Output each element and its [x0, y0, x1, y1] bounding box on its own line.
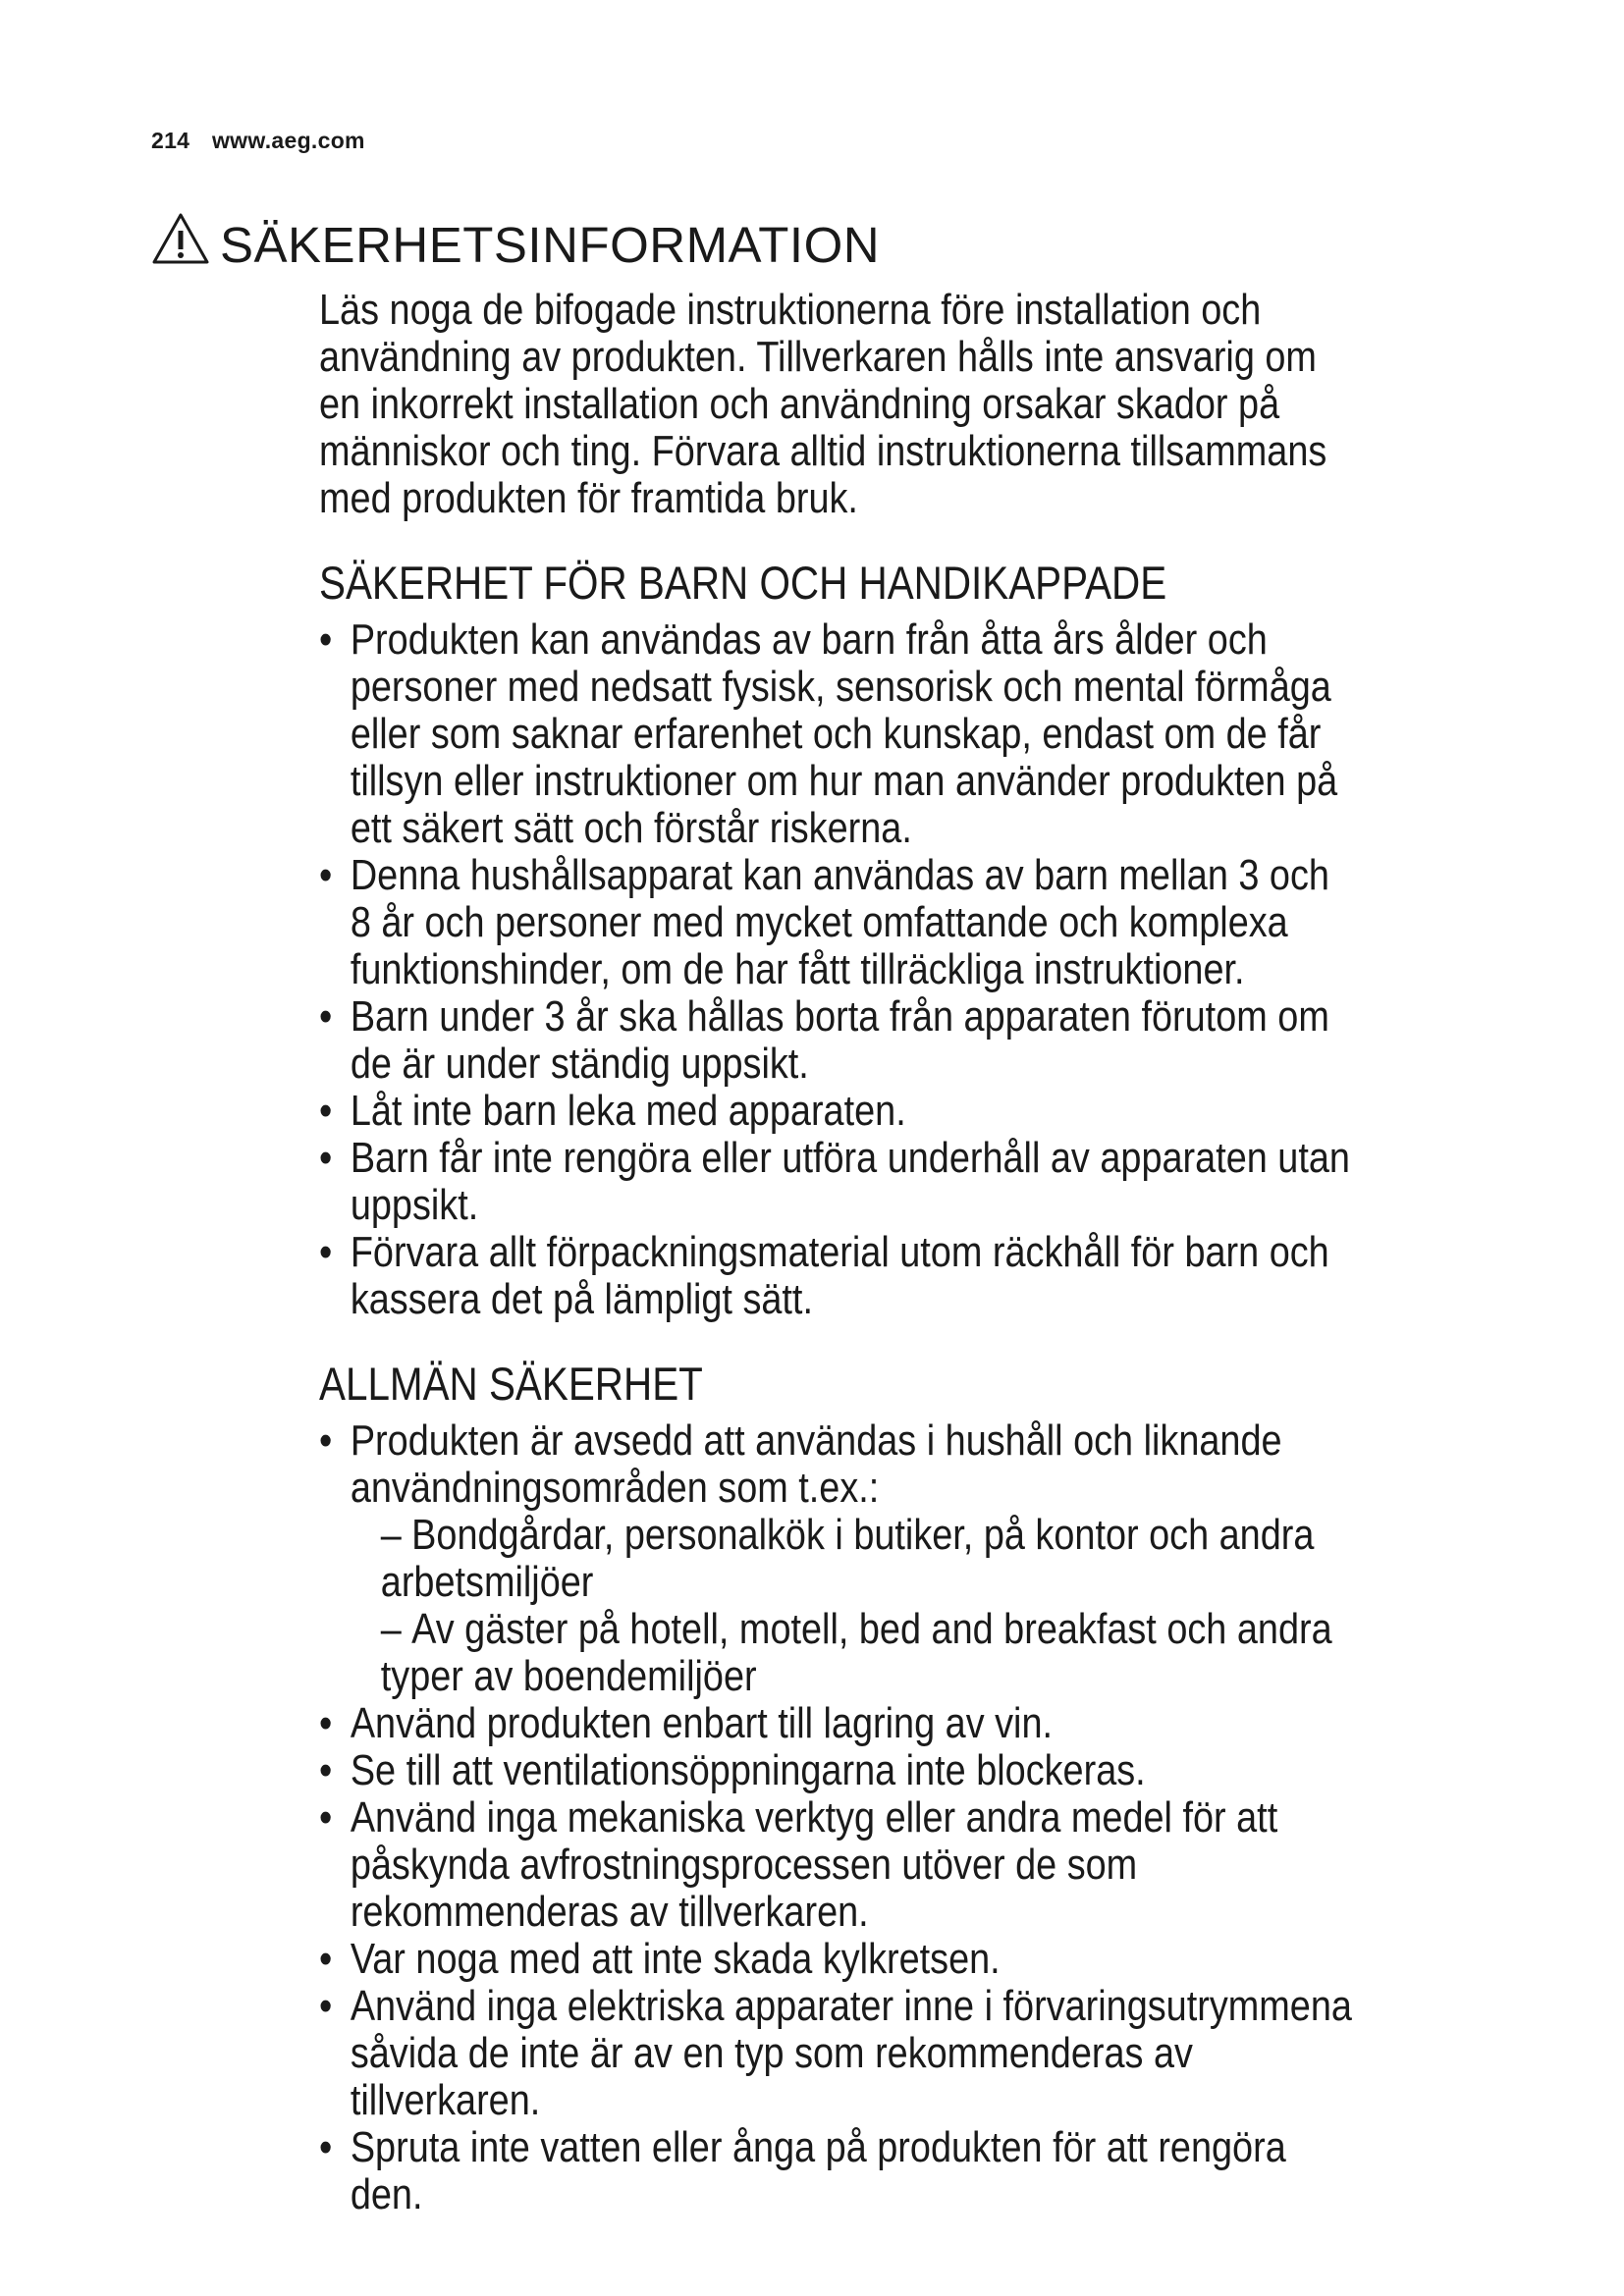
warning-triangle-icon: [151, 211, 220, 278]
list-item-text: Produkten kan användas av barn från åtta års ålder och personer med nedsatt fysisk, sensorisk och mental förmåga eller som saknar erfarenhet och kunskap, endast om de får tillsyn eller instruktioner om hur man använder produkten på ett säkert sätt och förstår riskerna.: [350, 615, 1338, 852]
website-link[interactable]: www.aeg.com: [211, 128, 365, 153]
sub-list-item-text: Av gäster på hotell, motell, bed and breakfast och andra typer av boendemiljöer: [380, 1605, 1332, 1700]
list-item: [319, 1983, 1358, 2124]
section-heading-general: ALLMÄN SÄKERHET: [319, 1358, 703, 1410]
dash-mark: –: [380, 1605, 402, 1653]
page-number: 214: [151, 128, 190, 153]
sub-list-item: [381, 1512, 1358, 1606]
bullet-list-general: [319, 1417, 1358, 2218]
bullet-dot: •: [319, 992, 333, 1041]
sub-list: [351, 1512, 1358, 1700]
list-item: [319, 852, 1358, 993]
list-item: [319, 2124, 1358, 2218]
sub-list-item: [381, 1606, 1358, 1700]
bullet-dot: •: [319, 1935, 333, 1983]
bullet-dot: •: [319, 1699, 333, 1747]
list-item: [319, 1700, 1358, 1747]
list-item: [319, 1088, 1358, 1135]
bullet-dot: •: [319, 1087, 333, 1135]
list-item-text: Denna hushållsapparat kan användas av barn mellan 3 och 8 år och personer med mycket omfattande och komplexa funktionshinder, om de har fått tillräckliga instruktioner.: [350, 851, 1329, 993]
bullet-dot: •: [319, 1982, 333, 2030]
page-header: [151, 128, 365, 154]
list-item-text: Använd inga elektriska apparater inne i förvaringsutrymmena såvida de inte är av en typ som rekommenderas av tillverkaren.: [350, 1982, 1352, 2124]
list-item-text: Låt inte barn leka med apparaten.: [350, 1087, 906, 1135]
section-heading-children: SÄKERHET FÖR BARN OCH HANDIKAPPADE: [319, 557, 1167, 609]
dash-mark: –: [380, 1511, 402, 1559]
bullet-dot: •: [319, 1746, 333, 1794]
list-item: [319, 1135, 1358, 1229]
list-item-text: Använd produkten enbart till lagring av vin.: [350, 1699, 1054, 1747]
page-title: [151, 210, 880, 279]
intro-paragraph: Läs noga de bifogade instruktionerna före installation och användning av produkten. Tillverkaren hålls inte ansvarig om en inkorrekt installation och användning orsakar skador på människor och ting. Förvara alltid instruktionerna tillsammans med produkten för framtida bruk.: [319, 286, 1327, 522]
list-item-text: Förvara allt förpackningsmaterial utom räckhåll för barn och kassera det på lämpligt sätt.: [350, 1228, 1329, 1323]
list-item-text: Se till att ventilationsöppningarna inte blockeras.: [350, 1746, 1146, 1794]
bullet-dot: •: [319, 851, 333, 899]
list-item: [319, 1417, 1358, 1700]
bullet-dot: •: [319, 1228, 333, 1276]
bullet-dot: •: [319, 1134, 333, 1182]
list-item: [319, 993, 1358, 1088]
list-item-text: Barn får inte rengöra eller utföra underhåll av apparaten utan uppsikt.: [350, 1134, 1350, 1229]
bullet-dot: •: [319, 2123, 333, 2171]
list-item: [319, 1936, 1358, 1983]
list-item: [319, 1747, 1358, 1794]
content: [319, 287, 1358, 2218]
page-title-text: SÄKERHETSINFORMATION: [220, 216, 881, 273]
list-item: [319, 1794, 1358, 1936]
list-item: [319, 616, 1358, 852]
list-item-text: Barn under 3 år ska hållas borta från apparaten förutom om de är under ständig uppsikt.: [350, 992, 1329, 1088]
list-item-text: Var noga med att inte skada kylkretsen.: [350, 1935, 1001, 1983]
bullet-dot: •: [319, 615, 333, 664]
bullet-list-children: [319, 616, 1358, 1323]
sub-list-item-text: Bondgårdar, personalkök i butiker, på kontor och andra arbetsmiljöer: [380, 1511, 1315, 1606]
bullet-dot: •: [319, 1416, 333, 1465]
list-item-text: Spruta inte vatten eller ånga på produkten för att rengöra den.: [350, 2123, 1286, 2218]
list-item-text: Produkten är avsedd att användas i hushåll och liknande användningsområden som t.ex.:: [350, 1416, 1282, 1512]
list-item-text: Använd inga mekaniska verktyg eller andra medel för att påskynda avfrostningsprocessen utöver de som rekommenderas av tillverkaren.: [350, 1793, 1278, 1936]
bullet-dot: •: [319, 1793, 333, 1842]
list-item: [319, 1229, 1358, 1323]
